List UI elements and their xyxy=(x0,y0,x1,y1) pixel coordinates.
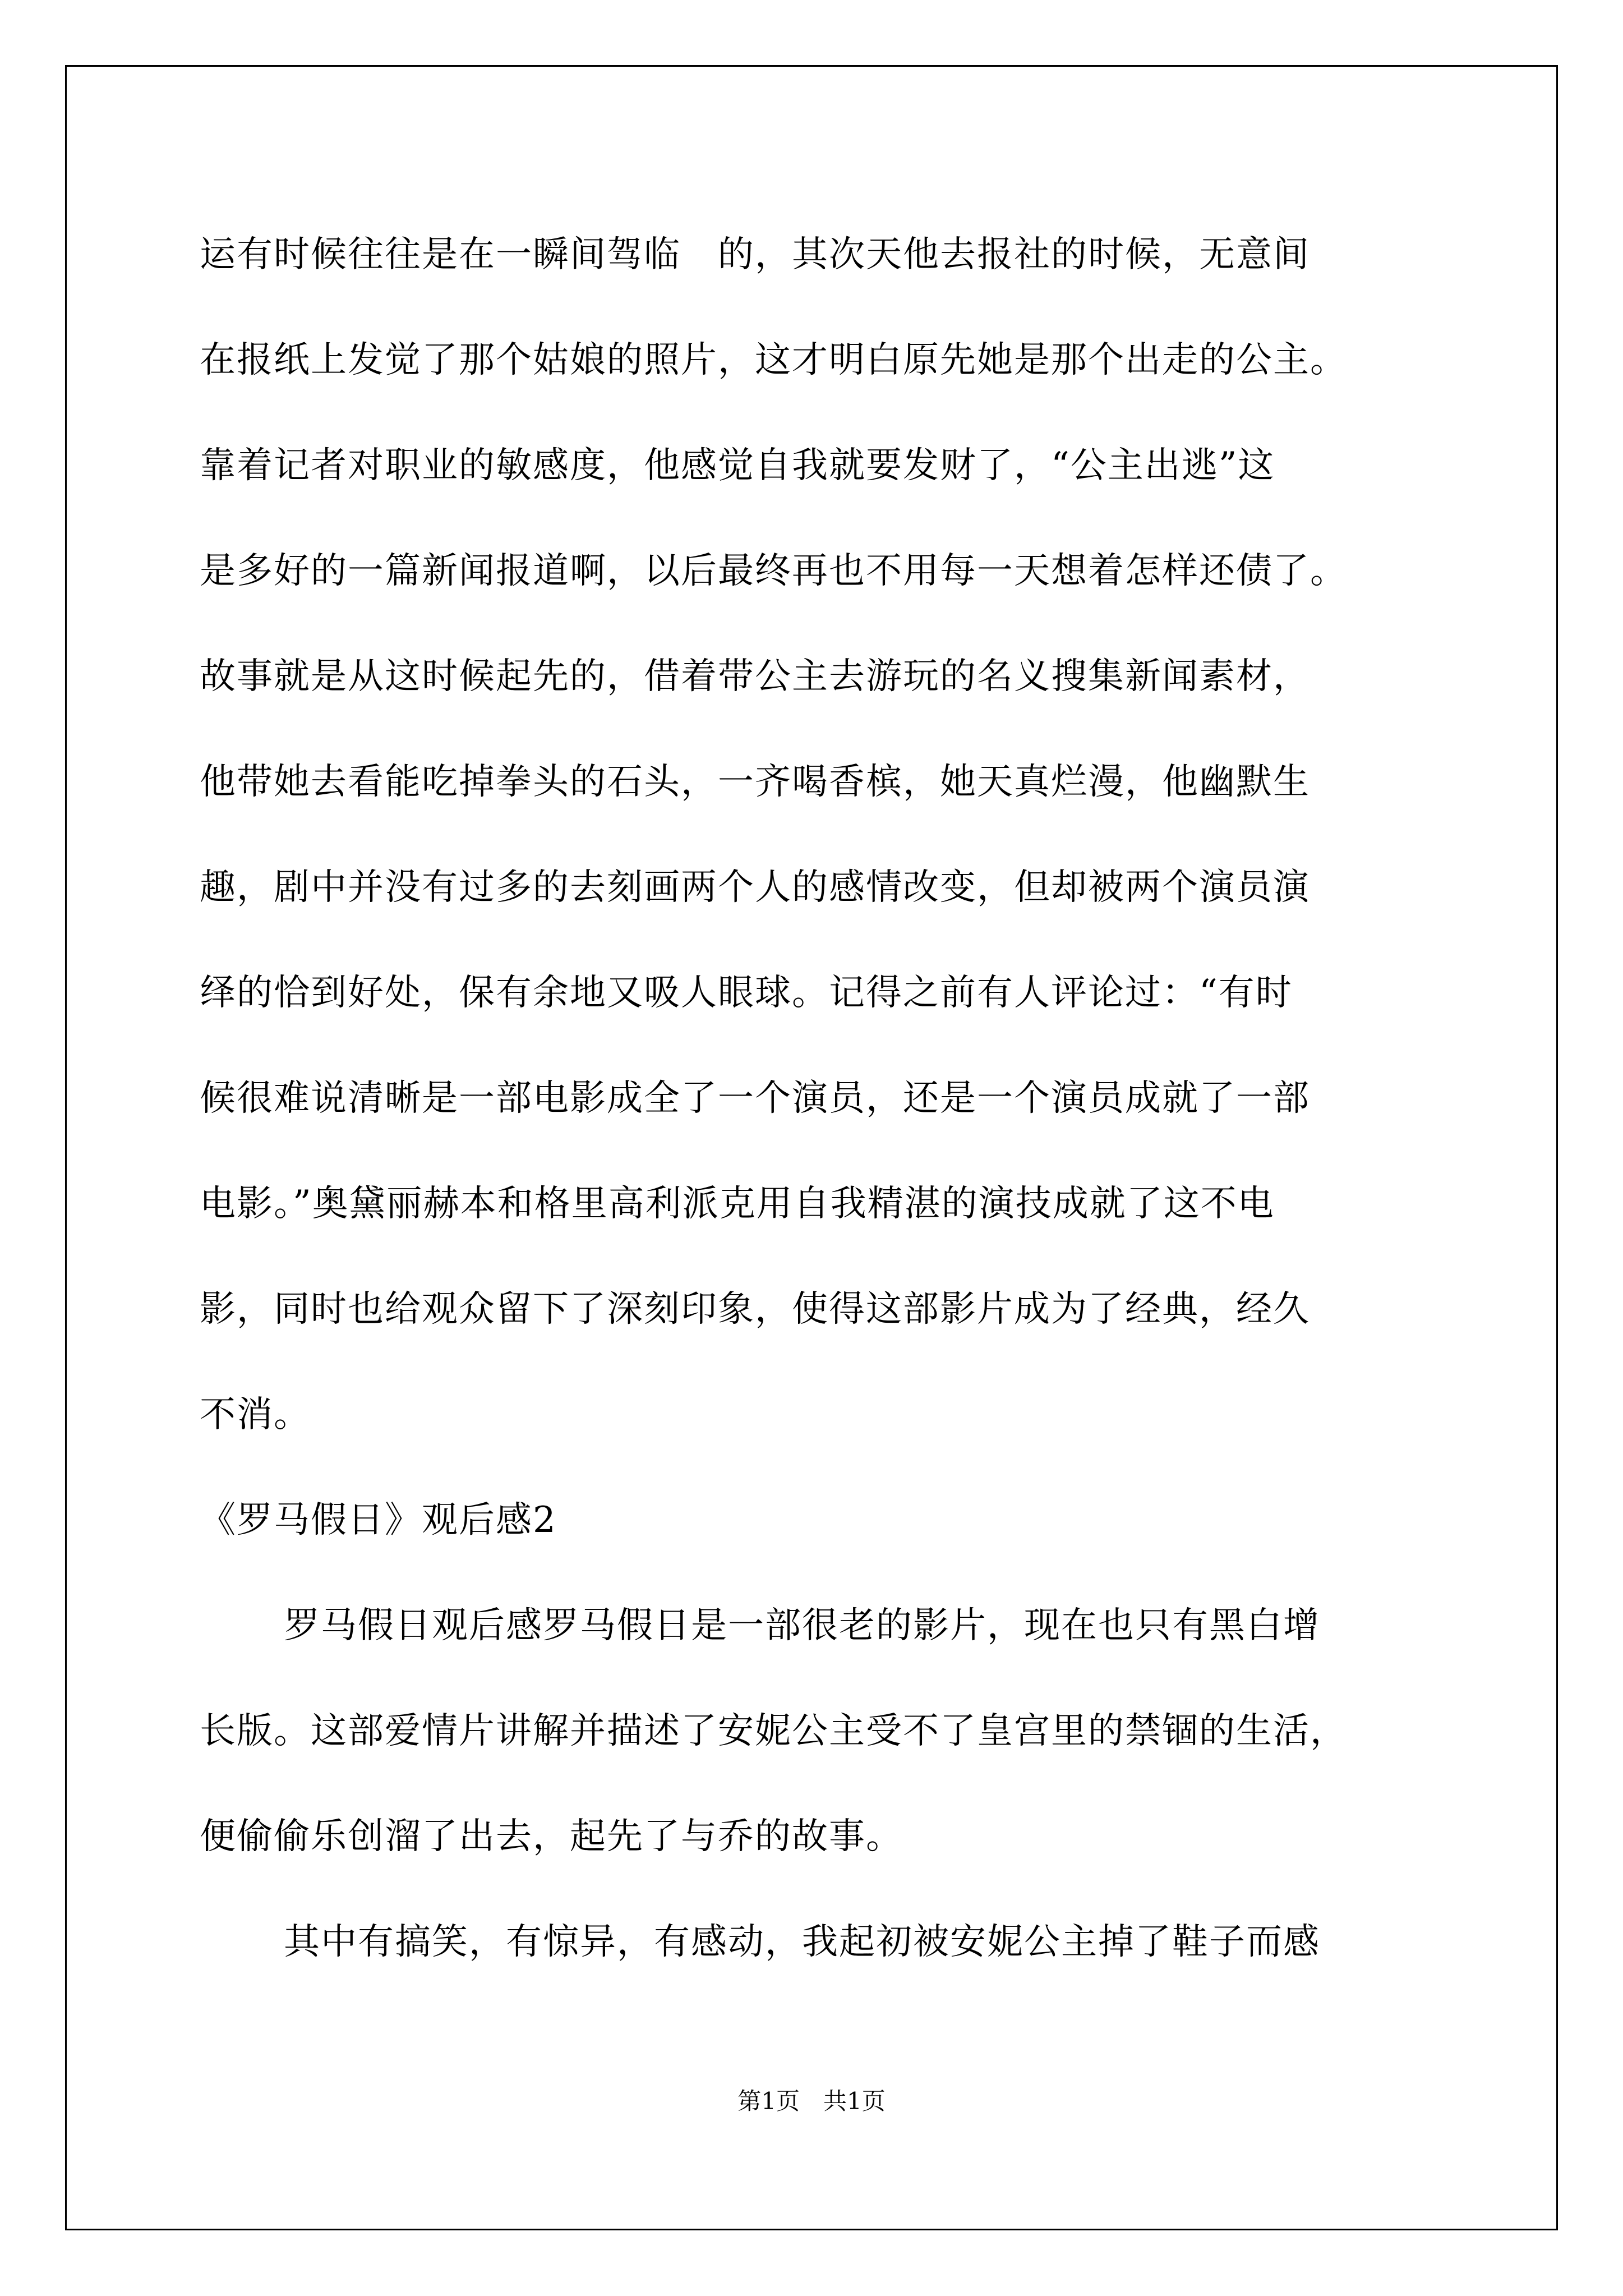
text-line: 罗马假日观后感罗马假日是一部很老的影片，现在也只有黑白增 xyxy=(284,1605,1320,1646)
page-number-footer: 第1页 共1页 xyxy=(737,2087,886,2115)
text-line: 其中有搞笑，有惊异，有感动，我起初被安妮公主掉了鞋子而感 xyxy=(284,1921,1320,1963)
text-line: 他带她去看能吃掉拳头的石头，一齐喝香槟，她天真烂漫，他幽默生 xyxy=(200,761,1310,803)
text-line: 靠着记者对职业的敏感度，他感觉自我就要发财了，“公主出逃”这 xyxy=(200,445,1275,486)
paragraph xyxy=(200,202,1456,1467)
text-line: 趣，剧中并没有过多的去刻画两个人的感情改变，但却被两个演员演 xyxy=(200,867,1310,908)
text-line: 电影。”奥黛丽赫本和格里高利派克用自我精湛的演技成就了这不电 xyxy=(200,1183,1275,1225)
text-line: 影，同时也给观众留下了深刻印象，使得这部影片成为了经典，经久 xyxy=(200,1289,1310,1330)
text-line: 运有时候往往是在一瞬间驾临 的，其次天他去报社的时候，无意间 xyxy=(200,234,1310,275)
paragraph xyxy=(200,1889,1456,1995)
text-line: 故事就是从这时候起先的，借着带公主去游玩的名义搜集新闻素材， xyxy=(200,656,1310,697)
document-body xyxy=(200,202,1456,1995)
text-line: 在报纸上发觉了那个姑娘的照片，这才明白原先她是那个出走的公主。 xyxy=(200,339,1347,381)
text-line: 长版。这部爱情片讲解并描述了安妮公主受不了皇宫里的禁锢的生活， xyxy=(200,1710,1347,1752)
text-line: 是多好的一篇新闻报道啊，以后最终再也不用每一天想着怎样还债了。 xyxy=(200,550,1347,592)
section-heading: 《罗马假日》观后感2 xyxy=(200,1499,557,1541)
text-line: 候很难说清晰是一部电影成全了一个演员，还是一个演员成就了一部 xyxy=(200,1078,1310,1119)
text-line: 绎的恰到好处，保有余地又吸人眼球。记得之前有人评论过：“有时 xyxy=(200,972,1293,1014)
paragraph xyxy=(200,1573,1456,1889)
text-line: 不消。 xyxy=(200,1394,311,1435)
text-line: 便偷偷乐创溜了出去，起先了与乔的故事。 xyxy=(200,1816,903,1857)
